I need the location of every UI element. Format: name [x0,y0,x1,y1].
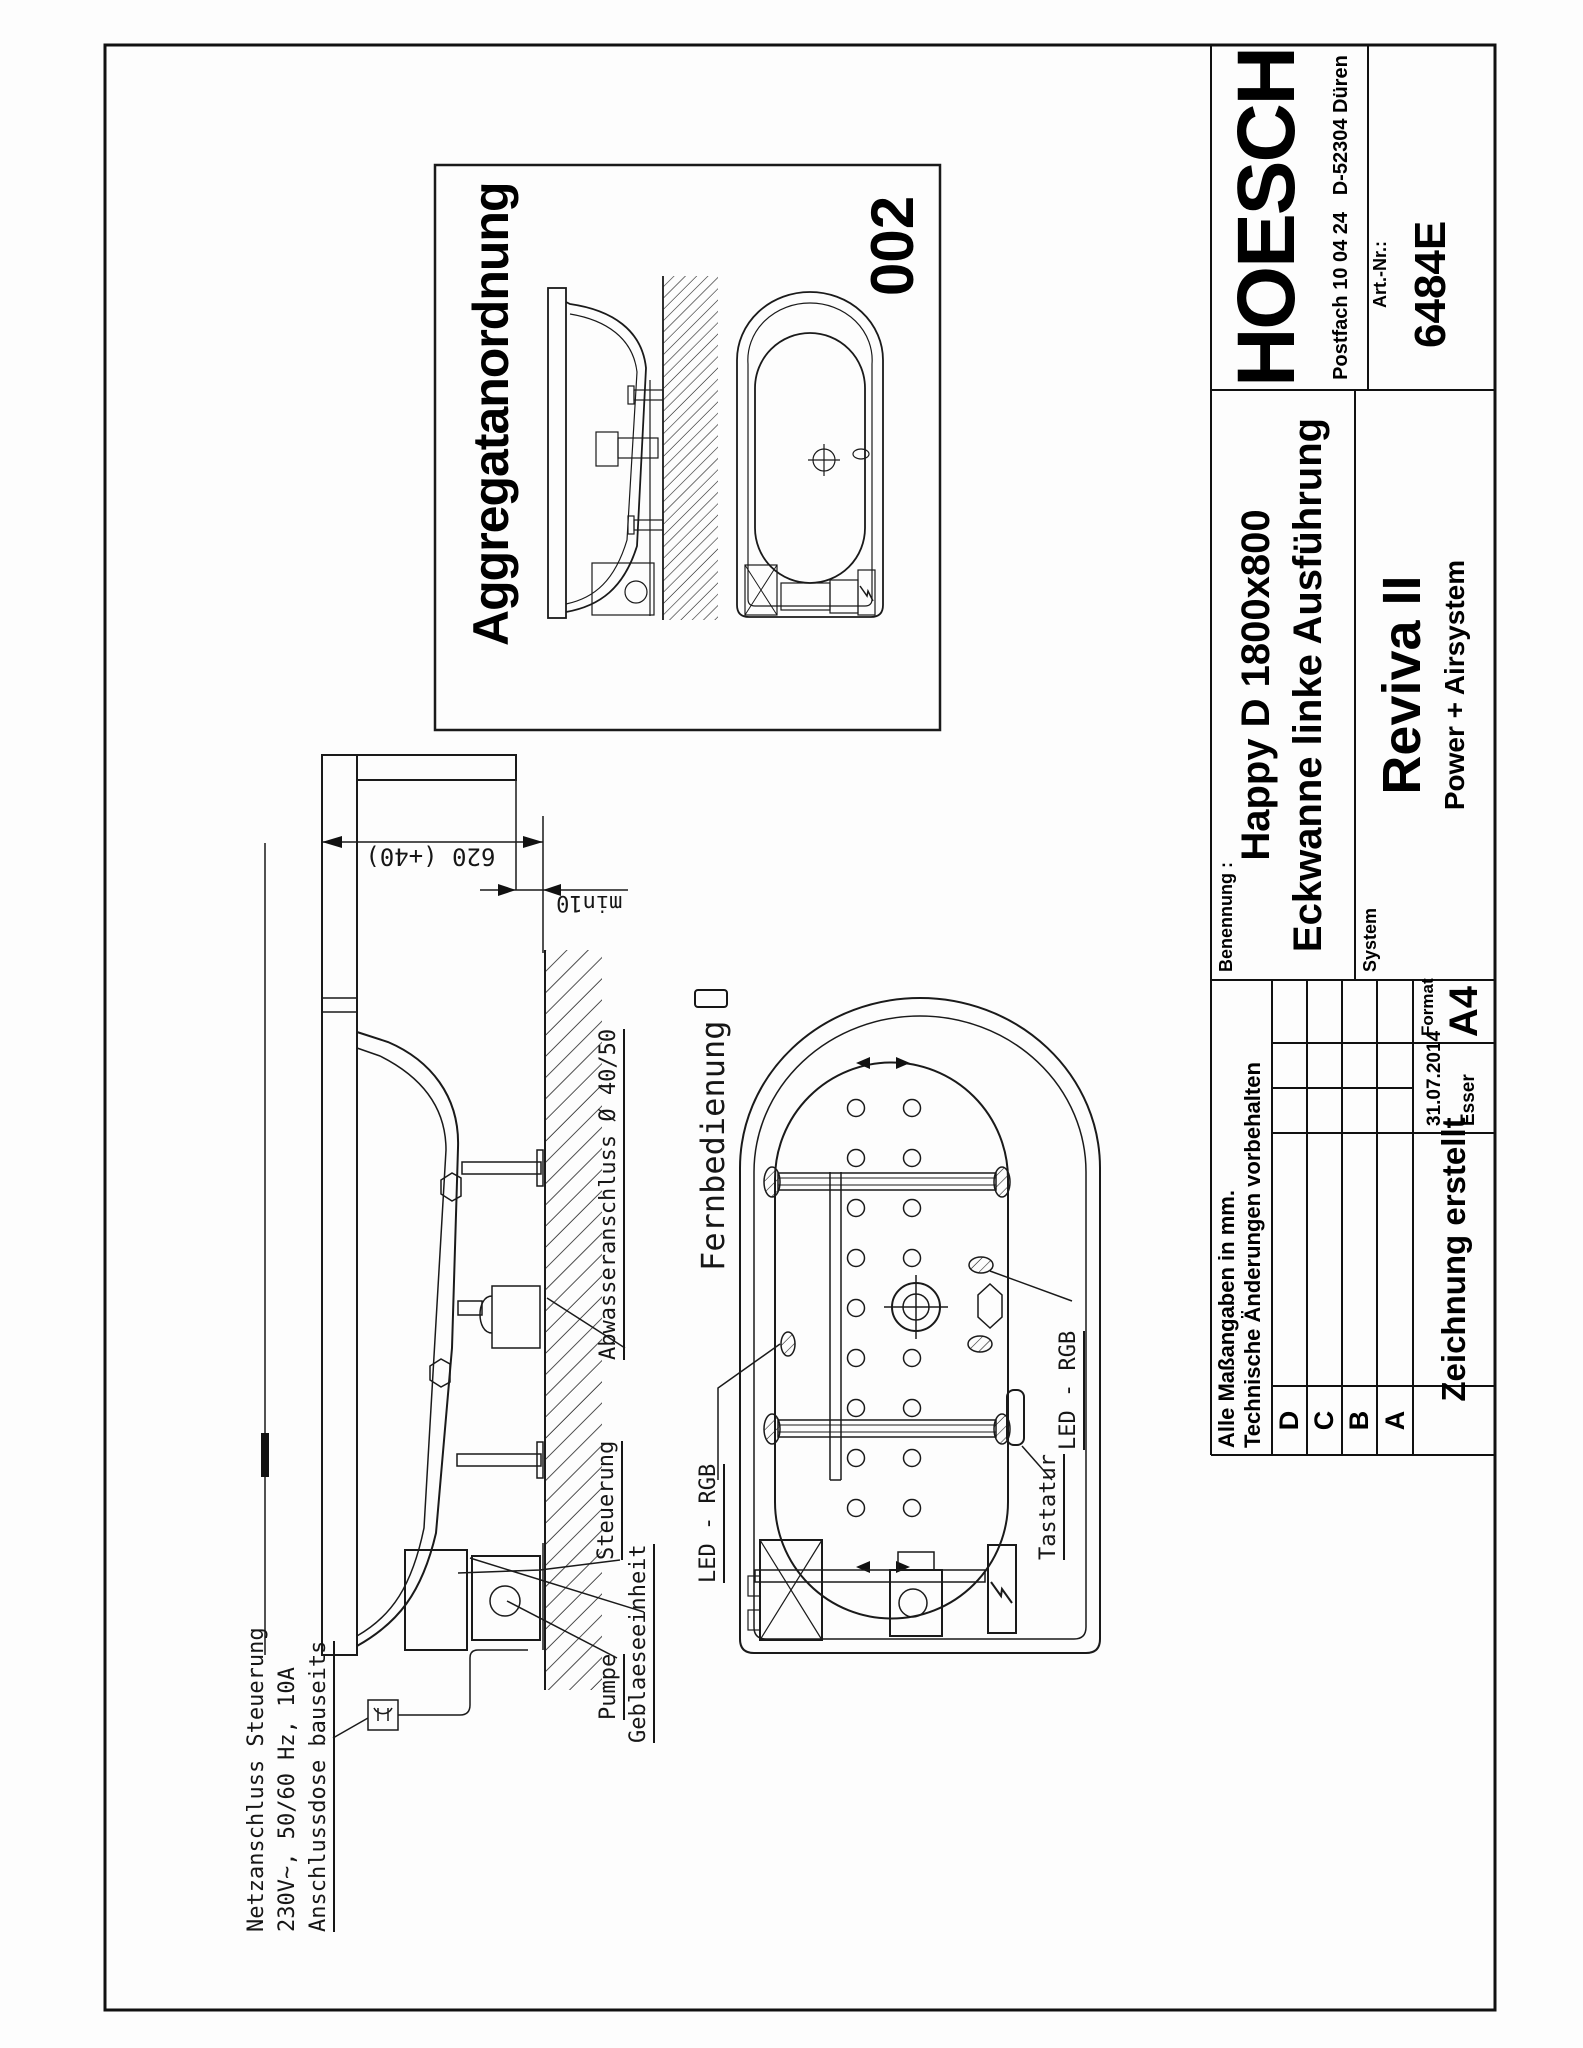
label-led-rgb-left: LED - RGB [696,1464,725,1583]
dim-min10-lines [480,780,628,890]
artnr-label: Art.-Nr.: [1370,241,1390,308]
tub-rim-profile [322,755,357,1655]
artnr-value: 6484E [1406,220,1455,348]
label-geblaeseeinheit: Geblaeseeinheit [626,1544,655,1743]
format-label: Format [1418,978,1437,1036]
pump-housing [490,1586,520,1616]
power-cable [398,1650,528,1715]
benennung-label: Benennung : [1216,862,1236,972]
drain-trap [492,1286,540,1348]
dim-620-lines [322,816,543,953]
floor-jets-row1 [848,1100,865,1517]
apron-edge [357,755,516,780]
leader-anschlussdose [333,1718,368,1738]
air-channel [830,1172,841,1480]
label-led-rgb-right: LED - RGB [1056,1331,1085,1450]
suction-cover [978,1284,1002,1328]
label-tastatur: Tastatur [1036,1454,1065,1560]
created-by: Esser [1458,1074,1479,1126]
note-changes: Technische Änderungen vorbehalten [1240,1062,1265,1448]
floor-jets-row2 [904,1100,921,1517]
side-jet [968,1336,992,1352]
mini-pump [592,563,654,615]
product-title-line2: Eckwanne linke Ausführung [1285,417,1330,953]
created-label: Zeichnung erstellt [1435,1117,1472,1402]
floor-hatching [545,950,602,1690]
remote-control-icon [694,989,728,1008]
leader-led-left [718,1344,780,1480]
mini-tub-outline [737,292,883,617]
company-logo: HOESCH [1221,48,1312,387]
support-foot [462,1162,541,1174]
pump-plan [890,1570,942,1636]
format-value: A4 [1441,985,1486,1038]
led-jet [781,1332,795,1356]
created-date: 31.07.2014 [1424,1030,1445,1126]
rim-wall-marker [261,1433,269,1477]
note-units: Alle Maßangaben in mm. [1214,1190,1239,1448]
label-power-line3: Anschlussdose bauseits [306,1641,335,1932]
mini-lightning-icon [860,586,873,601]
plug-icon [374,1708,392,1721]
mini-rim [548,288,566,618]
label-fernbedienung: Fernbedienung [656,989,771,1348]
revision-row-d: D [1274,1410,1304,1431]
support-rail [778,1420,996,1437]
label-abwasseranschluss: Abwasseranschluss Ø 40/50 [596,1029,625,1360]
lightning-icon [991,1582,1012,1603]
junction-box [368,1700,398,1730]
company-address: Postfach 10 04 24 D-52304 Düren [1329,55,1352,380]
label-pumpe: Pumpe [596,1654,625,1720]
revision-row-a: A [1379,1410,1410,1431]
system-label: System [1360,907,1380,972]
system-subtitle: Power + Airsystem [1439,559,1470,811]
label-power-line2: 230V~, 50/60 Hz, 10A [275,1667,300,1932]
dim-min10-text: min10 [556,890,623,916]
support-rail [778,1173,996,1190]
inset-figure-number: 002 [859,195,926,296]
label-steuerung: Steuerung [594,1441,623,1560]
revision-row-b: B [1344,1410,1374,1431]
dim-620-text: 620 (+40) [365,842,496,871]
flow-arrows [856,1057,910,1573]
led-jet [969,1257,993,1273]
product-title-line1: Happy D 1800x800 [1233,509,1278,861]
revision-row-c: C [1309,1410,1339,1431]
label-power-line1: Netzanschluss Steuerung [244,1627,269,1932]
system-name: Reviva II [1372,575,1432,795]
inset-title: Aggregatanordnung [463,182,519,646]
support-foot [457,1454,541,1466]
